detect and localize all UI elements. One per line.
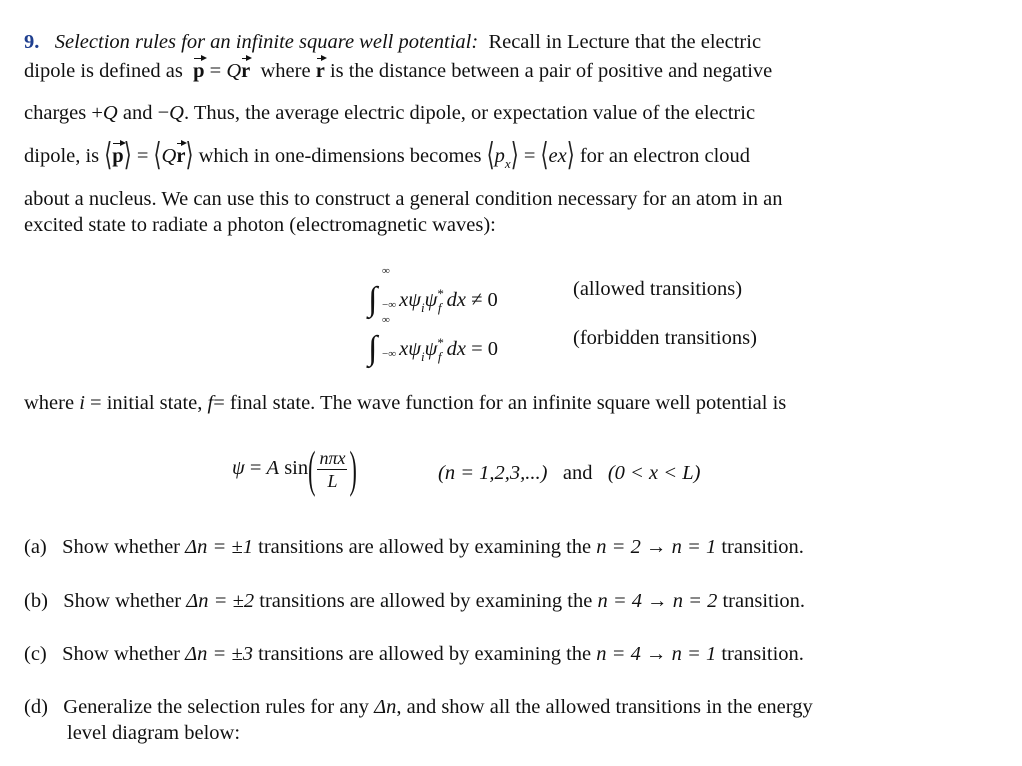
part-text: transition. bbox=[722, 590, 806, 612]
expectation-line bbox=[24, 138, 751, 173]
part-text: Generalize the selection rules for any bbox=[63, 696, 369, 718]
where-line: where i = initial state, f= final state. The wave function for an infinite square well potential is bbox=[24, 392, 787, 414]
where-text-b: = initial state, bbox=[90, 392, 203, 414]
one-dim-dipole-formula: $⟨p_x⟩$ = ⟨ex⟩ bbox=[486, 138, 575, 173]
wave-function-conditions bbox=[438, 463, 700, 484]
intro-text-6: excited state to radiate a photon (electromagnetic waves): bbox=[24, 214, 496, 236]
part-a bbox=[24, 537, 804, 558]
charges-line bbox=[24, 103, 755, 124]
integral-sign: ∫ ∞ −∞ bbox=[368, 265, 397, 318]
intro-text-4c: for an electron cloud bbox=[579, 145, 751, 167]
intro-text-2c: is the distance between a pair of positive and negative bbox=[329, 60, 773, 82]
wave-function-equation: ψ = A sin( $\frac{\text{nπx}}{L}$ ) bbox=[232, 439, 357, 498]
intro-text-5: about a nucleus. We can use this to construct a general condition necessary for an atom in an bbox=[24, 188, 783, 210]
forbidden-label: (forbidden transitions) bbox=[573, 327, 757, 349]
part-text: , and show all the allowed transitions in the energy bbox=[396, 696, 813, 718]
intro-text-3c: . Thus, the average electric dipole, or expectation value of the electric bbox=[183, 102, 756, 124]
intro-text-4b: which in one-dimensions becomes bbox=[198, 145, 482, 167]
part-text: Show whether bbox=[62, 536, 180, 558]
problem-title: Selection rules for an infinite square well potential: bbox=[54, 31, 479, 53]
allowed-integral-equation: ∫ ∞ −∞ $x\psi_i\psi^*_f$ dx ≠ 0 bbox=[368, 265, 498, 318]
delta-n: Δn = ±1 bbox=[185, 536, 253, 558]
delta-n: Δn = ±2 bbox=[186, 590, 255, 612]
part-text: Show whether bbox=[63, 590, 182, 612]
n-range: (n = 1,2,3,...) bbox=[438, 462, 548, 484]
part-b bbox=[24, 591, 805, 612]
part-c bbox=[24, 644, 804, 665]
delta-n: Δn = ±3 bbox=[185, 643, 253, 665]
dipole-formula: p = Qr bbox=[193, 60, 251, 82]
allowed-label: (allowed transitions) bbox=[573, 278, 743, 300]
negative-charge: −Q bbox=[157, 102, 184, 124]
dipole-definition-line bbox=[24, 61, 772, 82]
part-text: Show whether bbox=[62, 643, 180, 665]
forbidden-integral-equation: ∫ ∞ −∞ $x\psi_i\psi^*_f$ dx = 0 bbox=[368, 314, 498, 367]
part-text: transitions are allowed by examining the bbox=[259, 590, 593, 612]
integral-sign: ∫ ∞ −∞ bbox=[368, 314, 397, 367]
r-vector-symbol: r bbox=[315, 60, 325, 82]
transition-expression: n = 4 → n = 2 bbox=[597, 590, 718, 612]
expectation-dipole-formula: ⟨p⟩ = ⟨Qr⟩ bbox=[104, 138, 194, 173]
intro-text-4a: dipole, is bbox=[24, 145, 100, 167]
intro-text-2a: dipole is defined as bbox=[24, 60, 183, 82]
problem-heading-line bbox=[24, 32, 761, 53]
intro-text-3a: charges bbox=[24, 102, 87, 124]
problem-number: 9. bbox=[24, 31, 40, 53]
and-word: and bbox=[562, 462, 593, 484]
part-label: (d) bbox=[24, 696, 48, 718]
where-text-c: = final state. The wave function for an infinite square well potential is bbox=[213, 392, 787, 414]
part-text: transition. bbox=[721, 643, 804, 665]
part-d-line2: level diagram below: bbox=[67, 722, 241, 744]
part-text: transitions are allowed by examining the bbox=[258, 536, 592, 558]
part-label: (a) bbox=[24, 536, 47, 558]
intro-text-3b: and bbox=[122, 102, 153, 124]
intro-text-2b: where bbox=[260, 60, 311, 82]
positive-charge: +Q bbox=[91, 102, 118, 124]
intro-text-1: Recall in Lecture that the electric bbox=[488, 31, 762, 53]
part-text: transitions are allowed by examining the bbox=[258, 643, 592, 665]
where-text-a: where bbox=[24, 392, 75, 414]
part-d bbox=[24, 697, 813, 718]
transition-expression: n = 4 → n = 1 bbox=[596, 643, 717, 665]
part-label: (c) bbox=[24, 643, 47, 665]
part-label: (b) bbox=[24, 590, 48, 612]
x-range: (0 < x < L) bbox=[607, 462, 701, 484]
delta-n: Δn bbox=[374, 696, 397, 718]
transition-expression: n = 2 → n = 1 bbox=[596, 536, 717, 558]
part-text: transition. bbox=[721, 536, 804, 558]
